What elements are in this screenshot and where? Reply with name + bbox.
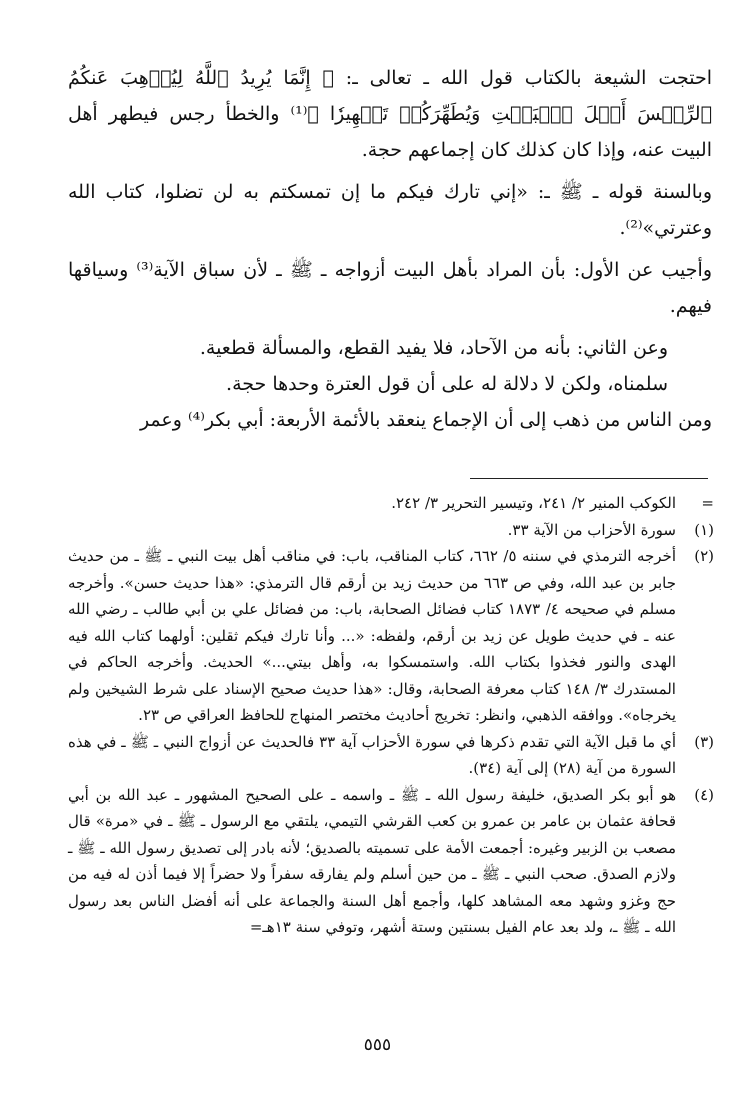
paragraph-answer-second: وعن الثاني: بأنه من الآحاد، فلا يفيد القطع، والمسألة قطعية. <box>199 337 668 359</box>
footnote-3 <box>68 729 714 782</box>
footnote-number: (٢) <box>694 547 714 565</box>
footnote-1 <box>68 517 714 544</box>
footnote-number: (٣) <box>694 732 714 751</box>
paragraph-shia-argument: احتجت الشيعة بالكتاب قول الله ـ تعالى ـ: ﴿ إِنَّمَا يُرِيدُ ٱللَّهُ لِيُذۡهِبَ عَنكُمُ ٱلرِّجۡسَ أَهۡلَ ٱلۡبَيۡتِ وَيُطَهِّرَكُمۡ تَطۡهِيرٗا ﴾⁽¹⁾ والخطأ رجس فيطهر أهل البيت عنه، وإذا كان كذلك كان إجماعهم حجة. <box>68 67 712 161</box>
footnote-text: سورة الأحزاب من الآية ٣٣. <box>507 520 676 539</box>
footnote-continuation <box>68 490 714 517</box>
footnote-text: أي ما قبل الآية التي تقدم ذكرها في سورة الأحزاب آية ٣٣ فالحديث عن أزواج النبي ـ ﷺ ـ في هذه السورة من آية (٢٨) إلى آية (٣٤). <box>68 732 677 777</box>
footnote-text: هو أبو بكر الصديق، خليفة رسول الله ـ ﷺ ـ واسمه ـ على الصحيح المشهور ـ عبد الله بن أبي قحافة عثمان بن عامر بن عمرو بن كعب القرشي التيمي، يلتقي مع الرسول ـ ﷺ ـ في «مرة» قال مصعب بن الزبير وغيره: أجمعت الأمة على تسميته بالصديق؛ لأنه بادر إلى تصديق رسول الله ـ ﷺ ـ ولازم الصدق. صحب النبي ـ ﷺ ـ من حين أسلم ولم يفارقه سفراً ولا حضراً إلا فيما أذن له فيه من حج وغزو وشهد معه المشاهد كلها، وأجمع أهل السنة والجماعة على أنه أفضل الناس بعد رسول الله ـ ﷺ ـ، ولد بعد عام الفيل بسنتين وستة أشهر، وتوفي سنة ١٣هـ= <box>68 785 676 936</box>
main-text <box>68 60 712 444</box>
paragraph-sunnah-argument: وبالسنة قوله ـ ﷺ ـ: «إني تارك فيكم ما إن تمسكتم به لن تضلوا، كتاب الله وعترتي»⁽²⁾. <box>68 181 712 239</box>
page-number: ٥٥٥ <box>363 1035 392 1055</box>
footnote-number: (١) <box>694 520 714 539</box>
paragraph-concession: سلمناه، ولكن لا دلالة له على أن قول العترة وحدها حجة. <box>226 373 668 395</box>
footnote-continuation-text: الكوكب المنير ٢/ ٢٤١، وتيسير التحرير ٣/ ٢٤٢. <box>391 494 676 512</box>
paragraph-answer-first: وأجيب عن الأول: بأن المراد بأهل البيت أزواجه ـ ﷺ ـ لأن سباق الآية⁽³⁾ وسياقها فيهم. <box>68 259 712 317</box>
footnote-4 <box>68 782 714 941</box>
paragraph-four-imams: ومن الناس من ذهب إلى أن الإجماع ينعقد بالأئمة الأربعة: أبي بكر⁽⁴⁾ وعمر <box>139 409 712 431</box>
footnote-2 <box>68 543 714 729</box>
footnote-number: (٤) <box>694 785 714 804</box>
footnote-text: أخرجه الترمذي في سننه ٥/ ٦٦٢، كتاب المناقب، باب: في مناقب أهل بيت النبي ـ ﷺ ـ من حديث جابر بن عبد الله، وفي ص ٦٦٣ من حديث زيد بن أرقم قال الترمذي: «هذا حديث حسن». وأخرجه مسلم في صحيحه ٤/ ١٨٧٣ كتاب فضائل الصحابة، باب: من فضائل علي بن أبي طالب ـ رضي الله عنه ـ في حديث طويل عن زيد بن أرقم، ولفظه: «... وأنا تارك فيكم ثقلين: أولهما كتاب الله فيه الهدى والنور فخذوا بكتاب الله. واستمسكوا به، وأهل بيتي...» الحديث. وأخرجه الحاكم في المستدرك ٣/ ١٤٨ كتاب معرفة الصحابة، وقال: «هذا حديث صحيح الإسناد على شرط الشيخين ولم يخرجاه». ووافقه الذهبي، وانظر: تخريج أحاديث مختصر المنهاج للحافظ العراقي ص ٢٣. <box>68 547 677 724</box>
continuation-marker: = <box>701 494 714 512</box>
footnotes <box>68 490 714 941</box>
footnote-divider <box>470 478 708 479</box>
